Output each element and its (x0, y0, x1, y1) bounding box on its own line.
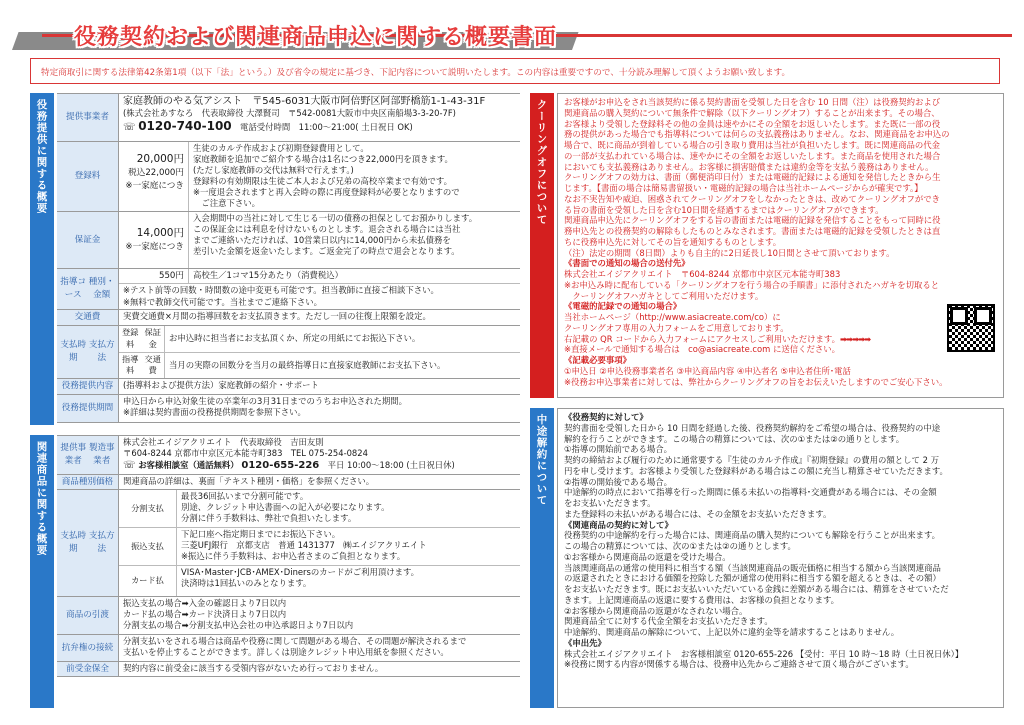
cooling-off-section (530, 93, 1004, 398)
cooling-off-line: お客様がお申込をされ当該契約に係る契約書面を受領した日を含む 10 日間（注）は役務契約および (564, 97, 941, 107)
items-title: 《記載必要事項》 (564, 355, 631, 365)
cooling-off-line: お客様より受領した登録料その他の金員は速やかにその全額をお返しいたします。また既に一部の役 (564, 118, 941, 129)
card-pay-line: 決済時は1回払いのみとなります。 (181, 578, 312, 589)
transfer-pay-label: 振込支払 (119, 528, 177, 565)
payment-sub-label: 指導料 交通費 (119, 353, 165, 379)
registration-value (189, 142, 520, 211)
content-row (57, 379, 520, 395)
course-row (57, 269, 520, 310)
cancel-service-line: をお支払いただきます。 (564, 498, 656, 508)
card-pay-row (119, 566, 520, 596)
registration-price (119, 142, 189, 211)
course-note: ※無料で教師交代可能です。当社までご連絡下さい。 (123, 296, 322, 307)
transfer-pay-row (119, 528, 520, 566)
cooling-off-line: 関連商品申込先にクーリングオフをする旨の書面または電磁的記録を発信することをもって同時に役 (564, 215, 941, 226)
cooling-off-line: る旨の書面を受領した日を含む10日間を経過するまではクーリングオフができます。 (564, 204, 884, 215)
cooling-off-line: じます。【書面の場合は簡易書留扱い・電磁的記録の場合は当社ホームページからが確実です。】 (564, 183, 923, 193)
products-provider-label: 提供事業者 製造事業者 (57, 436, 119, 474)
deposit-value (189, 212, 520, 268)
content-label: 役務提供内容 (57, 379, 119, 394)
registration-line: 生徒のカルテ作成および初期登録費用として。 (193, 143, 369, 153)
registration-line: 家庭教師を追加でご紹介する場合は1名につき22,000円を頂きます。 (193, 154, 453, 165)
cancel-product-line: 当該関連商品の通常の使用料に相当する額（当該関連商品の販売価格に相当する額から当該関連商品 (564, 562, 941, 573)
digital-line: 右記載の QR コードから入力フォームにアクセスしご利用いただけます。 (564, 333, 841, 344)
cancel-product-line: 関連商品全てに対する代金全額をお支払いただきます。 (564, 616, 773, 627)
cancel-service-line: ②指導の開始後である場合。 (564, 476, 673, 487)
period-value (119, 395, 520, 422)
products-sidebar: 関連商品に関する概要 (30, 435, 54, 708)
defense-line: 分割支払いをされる場合は商品や役務に関して問題がある場合、その問題が解決されるまで (123, 636, 467, 646)
items-note: ※役務お申込事業者に対しては、弊社からクーリングオフの旨をお伝えいたしますのでご安心下さい。 (564, 376, 948, 387)
period-label: 役務提供期間 (57, 395, 119, 422)
content-value: (指導料および提供方法）家庭教師の紹介・サポート (123, 380, 319, 390)
split-pay-label: 分割支払 (119, 490, 177, 527)
payment-sub-text: お申込時に担当者にお支払頂くか、所定の用紙にてお振込下さい。 (169, 333, 421, 344)
service-provider-line: 家庭教師のやる気アシスト 〒545-6031大阪市阿倍野区阿部野橋筋1-1-43-31F (123, 96, 486, 107)
cancel-product-line: 中途解約、関連商品の解除について、上記以外に違約金等を請求することはありません。 (564, 627, 900, 637)
arrow-right-icon: ➡➡➡➡➡ (840, 333, 871, 344)
registration-line: (ただし家庭教師の交代は無料で行えます。) (193, 165, 354, 176)
registration-label: 登録料 (57, 142, 119, 211)
address-line: 株式会社エイジアクリエイト 〒604-8244 京都市中京区元本能寺町383 (564, 269, 841, 279)
products-kind-label: 商品種別価格 (57, 475, 119, 489)
service-provider-line: (株式会社あすなろ 代表取締役 大澤賢司 〒542-0081大阪市中央区南船場3-3-20-7F) (123, 108, 456, 119)
phone-icon: ☏ (123, 460, 136, 472)
service-provider-row (57, 93, 520, 142)
products-kind-row (57, 475, 520, 490)
service-phone: 0120-740-100 (138, 119, 232, 134)
period-row (57, 395, 520, 423)
transfer-pay-line: 三菱UFJ銀行 京都支店 普通 1431377 ㈱エイジアクリエイト (181, 540, 427, 551)
course-price: 550円 (119, 269, 189, 283)
service-section (30, 93, 520, 425)
contact-note: ※役務に関する内容が関係する場合は、役務申込先からご連絡させて頂く場合がございます。 (564, 659, 914, 670)
card-pay-line: VISA･Master･JCB･AMEX･Dinersのカードがご利用頂けます。 (181, 567, 420, 577)
service-sidebar: 役務提供に関する概要 (30, 93, 54, 425)
products-phone-hours: 平日 10:00～18:00 (土日祝日休) (327, 460, 455, 471)
cooling-off-line: においても支払義務はありません。お客様に損害賠償または違約金等を支払う義務はありません。 (564, 161, 934, 172)
phone-icon: ☏ (123, 122, 136, 134)
cancel-product-line: 役務契約の中途解約を行った場合には、関連商品の購入契約についても解除を行うことが出来ます。 (564, 530, 941, 541)
payment-sub-label: 登録料 保証金 (119, 326, 165, 352)
registration-row (57, 142, 520, 212)
title-bar (12, 20, 1012, 50)
address-note: クーリングオフハガキとしてご利用いただけます。 (564, 290, 764, 301)
advance-row (57, 662, 520, 677)
cooling-off-line: （注）法定の期間（8日間）よりも自主的に2日延長し10日間とさせて頂いております。 (564, 247, 895, 258)
registration-line: 登録料の有効期限は生徒ご本人および兄弟の高校卒業まで有効です。 (193, 176, 452, 187)
cancel-service-line: 中途解約の時点において指導を行った期間に係る未払いの指導料･交通費がある場合には、その金額 (564, 487, 937, 498)
cooling-off-line: 場合で、既に商品が到着している場合の引き取り費用は当社が負担いたします。既に関連商品の代金 (564, 140, 941, 150)
address-note: ※お申込み時に配布している「クーリングオフを行う場合の手順書」に添付されたハガキを切取ると (564, 279, 940, 290)
deposit-price-main: 14,000円 (136, 227, 184, 239)
transfer-pay-line: ※振込に伴う手数料は、お申込者さまのご負担となります。 (181, 551, 406, 562)
deposit-line: 差引いた金額を返金いたします。ご返金完了の時点で退会となります。 (193, 246, 460, 257)
cancel-product-line: ①お客様から関連商品の返還を受けた場合。 (564, 551, 731, 562)
registration-price-note: ※一家庭につき (125, 180, 184, 191)
products-provider-line: 株式会社エイジアクリエイト 代表取締役 吉田友則 (123, 437, 324, 447)
payment-row (57, 326, 520, 379)
delivery-label: 商品の引渡 (57, 597, 119, 634)
cancel-product-line: の返還されたときにおける価額を控除した額が通常の使用料に相当する額を超えるときは、その額） (564, 573, 941, 584)
cancel-product-line: をお支払いただきます。既にお支払いいただいている金銭に差額がある場合には、精算をさせていただ (564, 584, 949, 594)
period-line: 申込日から申込対象生徒の卒業年の3月31日までのうちお申込された期間。 (123, 396, 407, 406)
cooling-off-line: なお不実告知や威迫、困惑されてクーリングオフをしなかったときは、改めてクーリングオフができ (564, 193, 941, 204)
cancellation-body (557, 408, 1004, 708)
transport-value: 実費交通費×月間の指導回数をお支払頂きます。ただし一回の往復上限額を設定。 (123, 311, 431, 321)
advance-label: 前受金保全 (57, 662, 119, 676)
course-note: ※テスト前等の回数・時間数の途中変更も可能です。担当教師に直接ご相談下さい。 (123, 285, 439, 296)
digital-title: 《電磁的記録での通知の場合》 (564, 301, 682, 312)
split-pay-row (119, 490, 520, 528)
defense-line: 支払いを停止することができます。詳しくは別途クレジット申込用紙を参照ください。 (123, 647, 449, 658)
payment-label: 支払時期 支払方法 (57, 326, 119, 378)
cooling-off-body (557, 93, 1004, 398)
products-payment-label: 支払時期 支払方法 (57, 490, 119, 596)
products-phone-label: お客様相談室（通話無料） (138, 460, 239, 471)
service-provider-value (119, 94, 520, 141)
products-provider-row (57, 435, 520, 475)
period-line: ※詳細は契約書面の役務提供期間を参照下さい。 (123, 407, 306, 418)
cancel-product-title: 《関連商品の契約に対して》 (564, 519, 673, 530)
products-kind-value: 関連商品の詳細は、裏面「テキスト種別・価格」を参照ください。 (123, 476, 375, 486)
transport-row (57, 310, 520, 326)
cancel-product-line: この場合の精算については、次の①または②の通りとします。 (564, 541, 796, 551)
products-provider-value (119, 436, 520, 474)
cancel-service-line: 解約を行うことができます。この場合の精算については、次の①または②の通りとします。 (564, 433, 905, 444)
cancel-service-line: 契約の締結および履行のために通常要する『生徒のカルテ作成』『初期登録』の費用の額として 2 万 (564, 455, 939, 465)
products-payment-row (57, 490, 520, 597)
deposit-price (119, 212, 189, 268)
deposit-line: 入会期間中の当社に対して生じる一切の債務の担保としてお預かりします。 (193, 213, 478, 223)
cancel-service-title: 《役務契約に対して》 (564, 412, 648, 422)
legal-notice: 特定商取引に関する法律第42条第1項（以下「法」という。）及び省令の規定に基づき、下記内容について説明いたします。この内容は重要ですので、十分読み理解して頂くようお願い致します。 (30, 58, 1000, 84)
service-phone-hours: 電話受付時間 11:00～21:00( 土日祝日 OK) (240, 122, 413, 133)
products-section (30, 435, 520, 708)
delivery-line: 振込支払の場合➡入金の確認日より7日以内 (123, 598, 287, 608)
split-pay-line: 別途、クレジット申込書面への記入が必要になります。 (181, 502, 390, 513)
advance-value: 契約内容に前受金に該当する受領内容がないため行っておりません。 (123, 663, 384, 673)
address-title: 《書面での通知の場合の送付先》 (564, 258, 690, 269)
cancel-product-line: ②お客様から関連商品の返還がなされない場合。 (564, 605, 748, 616)
cooling-off-line: の一部が支払われている場合は、速やかにその全額をお返しいたします。また商品を使用された場合 (564, 150, 941, 161)
registration-line: ご注意下さい。 (193, 198, 260, 209)
card-pay-label: カード払 (119, 566, 177, 596)
transfer-pay-line: 下記口座へ指定期日までにお振込下さい。 (181, 529, 341, 539)
course-label: 指導コース 種別・金額 (57, 269, 119, 309)
deposit-line: この保証金には利息を付けないものとします。退会される場合には当社 (193, 224, 461, 235)
deposit-row (57, 212, 520, 269)
split-pay-line: 最長36回払いまで分割可能です。 (181, 491, 309, 501)
products-provider-line: 〒604-8244 京都市中京区元本能寺町383 TEL 075-254-0824 (123, 448, 368, 459)
contact-line: 株式会社エイジアクリエイト お客様相談室 0120-655-226 【受付：平日 10 時～18 時（土日祝日休）】 (564, 648, 964, 659)
delivery-line: 分割支払の場合➡分割支払申込会社の申込承認日より7日以内 (123, 620, 354, 631)
cancel-service-line: ①指導の開始前である場合。 (564, 444, 673, 455)
registration-line: ※一度退会されますと再入会時の際に再度登録料が必要となりますので (193, 187, 460, 198)
defense-label: 抗弁権の接続 (57, 635, 119, 661)
course-value (119, 269, 520, 309)
defense-row (57, 635, 520, 662)
items-line: ①申込日 ②申込役務事業者名 ③申込商品内容 ④申込者名 ⑤申込者住所･電話 (564, 365, 851, 376)
cancel-service-line: 契約書面を受領した日から 10 日間を経過した後、役務契約解約をご希望の場合は、役務契約の中途 (564, 422, 941, 433)
cancel-product-line: きます。上記関連商品の返還に要する費用は、お客様の負担となります。 (564, 594, 840, 605)
digital-line: クーリングオフ専用の入力フォームをご用意しております。 (564, 322, 789, 333)
payment-sub-text: 当月の実際の回数分を当月の最終指導日に直接家庭教師にお支払下さい。 (169, 359, 446, 370)
course-notes (119, 284, 520, 309)
delivery-line: カード払の場合➡カード決済日より7日以内 (123, 609, 287, 620)
course-desc: 高校生／1コマ15分あたり（消費税込） (193, 270, 343, 280)
cooling-off-sidebar: クーリングオフについて (530, 93, 554, 398)
cancel-service-line: 円を申し受けます。お客様より受領した登録料がある場合はこの額に充当し精算させていただきます。 (564, 465, 948, 476)
service-provider-label: 提供事業者 (57, 94, 119, 141)
cooling-off-line: クーリングオフの効力は、書面（郵便消印日付）または電磁的記録による通知を発信したときから生 (564, 172, 941, 183)
transport-label: 交通費 (57, 310, 119, 325)
deposit-line: までご連絡いただければ、10営業日以内に14,000円から未払債務を (193, 235, 451, 246)
cancel-service-line: また登録料の未払いがある場合には、その金額をお支払いただきます。 (564, 508, 832, 519)
delivery-row (57, 597, 520, 635)
digital-line: 当社ホームページ（http://www.asiacreate.com/co）に (564, 312, 781, 322)
course-price-row (119, 269, 520, 284)
payment-sub-row (119, 353, 520, 379)
cooling-off-line: 務申込先との役務契約の解除もしたものとみなされます。書面または電磁的記録を受領したときは直 (564, 226, 941, 236)
products-phone: 0120-655-226 (241, 460, 320, 472)
registration-price-main: 20,000円 (136, 153, 184, 165)
qr-code-icon[interactable] (947, 304, 995, 352)
cancellation-section (530, 408, 1004, 708)
digital-email: ※直接メールで通知する場合は co@asiacreate.com に送信ください。 (564, 344, 840, 355)
cooling-off-line: 務の提供があった場合でも指導料については何らの支払義務はありません。なお、関連商品をお申込の (564, 129, 950, 140)
registration-price-tax: 税込22,000円 (128, 168, 184, 179)
cooling-off-line: ちに役務申込先に対してその旨を通知するものとします。 (564, 236, 782, 247)
deposit-label: 保証金 (57, 212, 119, 268)
deposit-price-note: ※一家庭につき (125, 242, 184, 253)
payment-sub-row (119, 326, 520, 353)
cooling-off-line: 関連商品の購入契約について無条件で解除（以下クーリングオフ）することが出来ます。その場合、 (564, 107, 940, 118)
page-title: 役務契約および関連商品申込に関する概要書面 (74, 25, 558, 50)
split-pay-line: 分割に伴う手数料は、弊社で負担いたします。 (181, 513, 357, 524)
contact-title: 《申出先》 (564, 637, 606, 648)
cancellation-sidebar: 中途解約について (530, 408, 554, 708)
